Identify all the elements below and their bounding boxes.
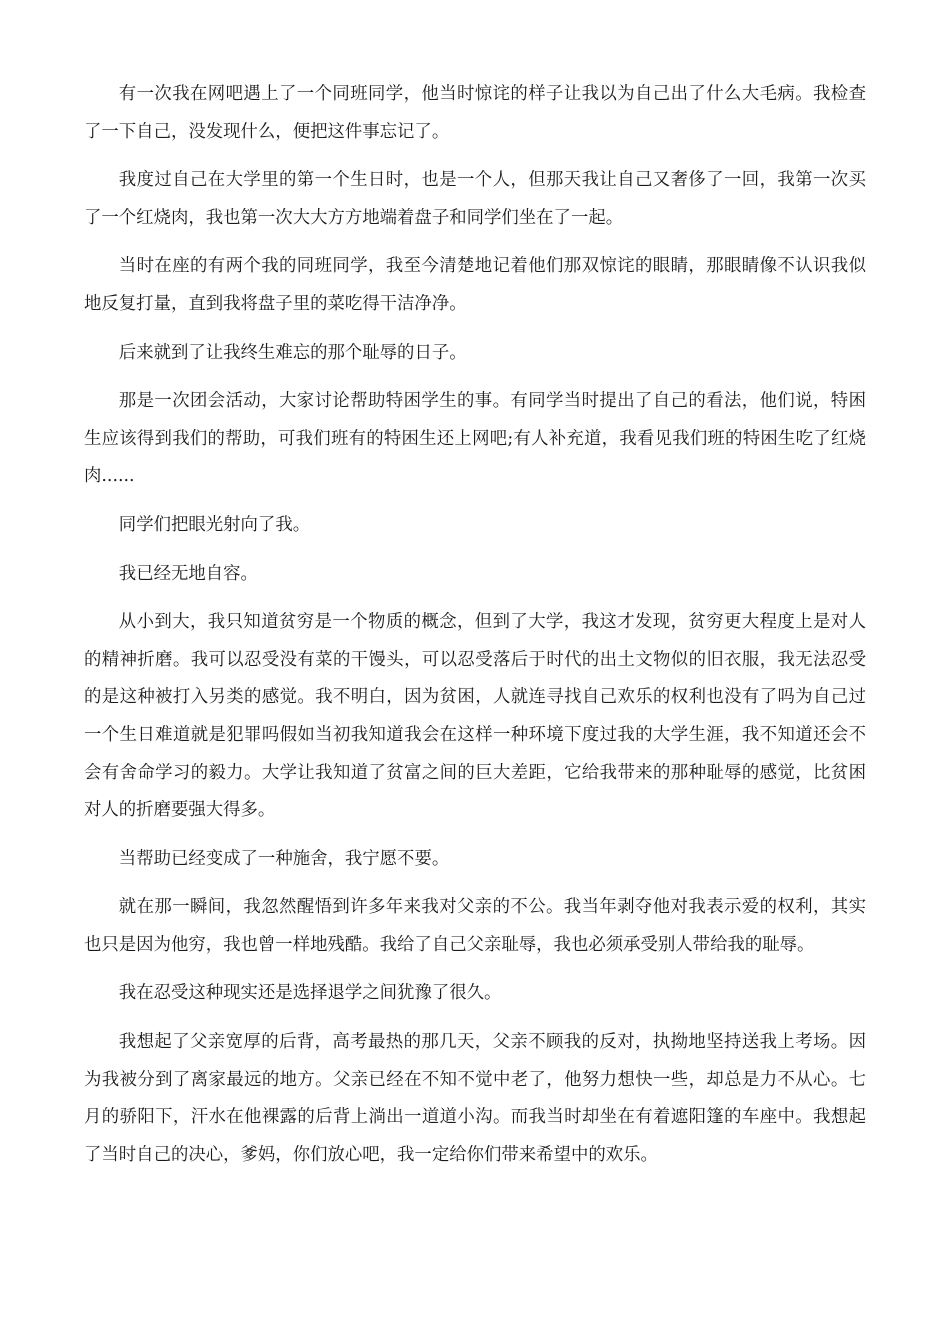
paragraph: 当帮助已经变成了一种施舍，我宁愿不要。 bbox=[118, 848, 450, 869]
paragraph: 后来就到了让我终生难忘的那个耻辱的日子。 bbox=[118, 342, 467, 363]
paragraph: 我想起了父亲宽厚的后背，高考最热的那几天，父亲不顾我的反对，执拗地坚持送我上考场。因为我被分到了离家最远的地方。父亲已经在不知不觉中老了，他努力想快一些，却总是力不从心。七月的骄阳下，汗水在他裸露的后背上淌出一道道小沟。而我当时却坐在有着遮阳篷的车座中。我想起了当时自己的决心，爹妈，你们放心吧，我一定给你们带来希望中的欢乐。 bbox=[84, 1032, 866, 1165]
paragraph: 有一次我在网吧遇上了一个同班同学，他当时惊诧的样子让我以为自己出了什么大毛病。我检查了一下自己，没发现什么，便把这件事忘记了。 bbox=[84, 84, 866, 142]
paragraph: 那是一次团会活动，大家讨论帮助特困学生的事。有同学当时提出了自己的看法，他们说，特困生应该得到我们的帮助，可我们班有的特困生还上网吧;有人补充道，我看见我们班的特困生吃了红烧肉...... bbox=[84, 391, 866, 487]
paragraph: 同学们把眼光射向了我。 bbox=[118, 514, 311, 535]
paragraph: 当时在座的有两个我的同班同学，我至今清楚地记着他们那双惊诧的眼睛，那眼睛像不认识我似地反复打量，直到我将盘子里的菜吃得干洁净净。 bbox=[84, 256, 866, 314]
paragraph: 我在忍受这种现实还是选择退学之间犹豫了很久。 bbox=[118, 983, 502, 1004]
paragraph: 就在那一瞬间，我忽然醒悟到许多年来我对父亲的不公。我当年剥夺他对我表示爱的权利，其实也只是因为他穷，我也曾一样地残酷。我给了自己父亲耻辱，我也必须承受别人带给我的耻辱。 bbox=[84, 897, 866, 955]
paragraph: 我度过自己在大学里的第一个生日时，也是一个人，但那天我让自己又奢侈了一回，我第一次买了一个红烧肉，我也第一次大大方方地端着盘子和同学们坐在了一起。 bbox=[84, 170, 866, 228]
paragraph: 我已经无地自容。 bbox=[118, 563, 258, 584]
document-body bbox=[84, 76, 866, 1185]
paragraph: 从小到大，我只知道贫穷是一个物质的概念，但到了大学，我这才发现，贫穷更大程度上是对人的精神折磨。我可以忍受没有菜的干馒头，可以忍受落后于时代的出土文物似的旧衣服，我无法忍受的是这种被打入另类的感觉。我不明白，因为贫困，人就连寻找自己欢乐的权利也没有了吗为自己过一个生日难道就是犯罪吗假如当初我知道我会在这样一种环境下度过我的大学生涯，我不知道还会不会有舍命学习的毅力。大学让我知道了贫富之间的巨大差距，它给我带来的那种耻辱的感觉，比贫困对人的折磨要强大得多。 bbox=[84, 612, 866, 821]
